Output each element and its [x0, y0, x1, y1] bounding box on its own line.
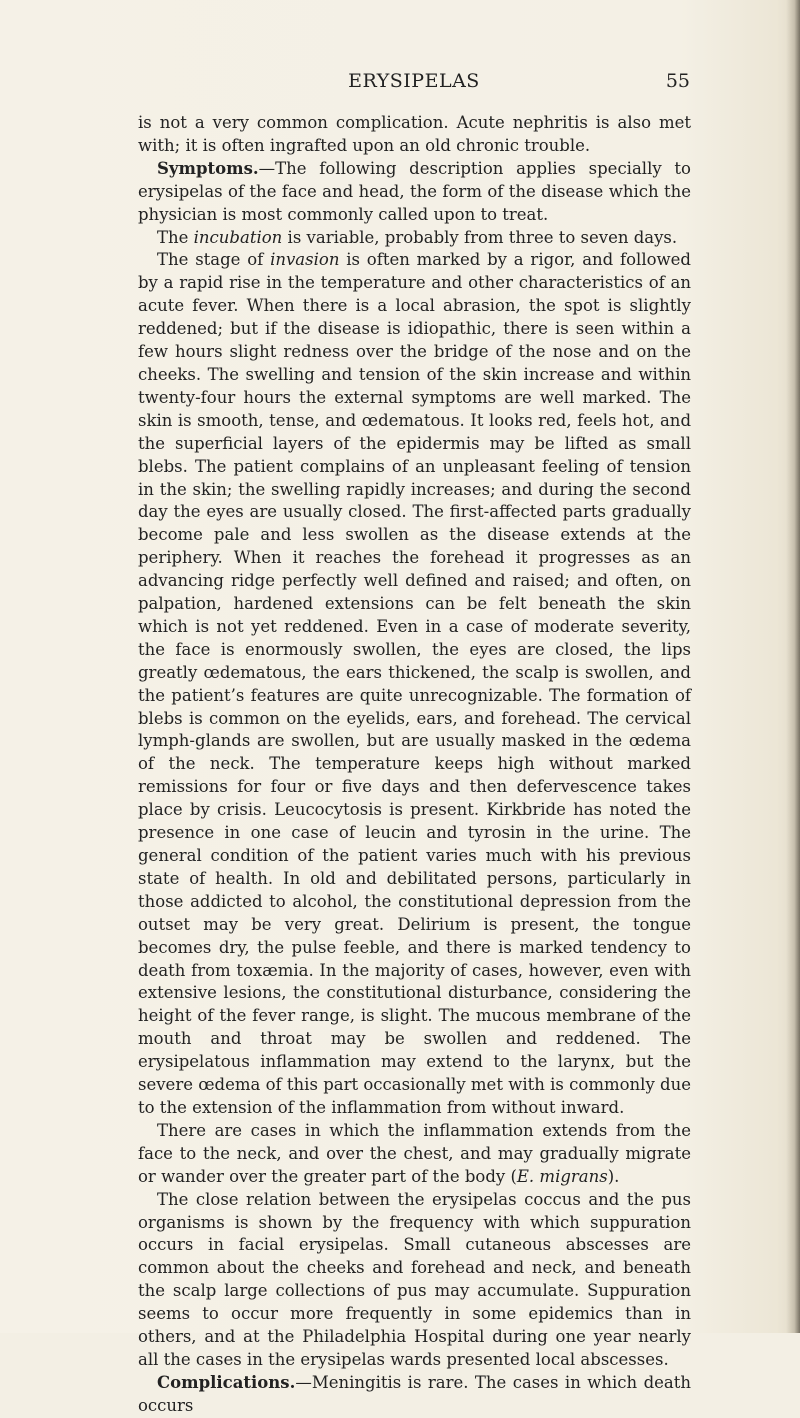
paragraph: is not a very common complication. Acute nephritis is also met with; it is often ingrafted upon an old chronic trouble.: [138, 113, 691, 155]
paragraph-text: The stage of: [157, 250, 271, 270]
paragraph-text: is variable, probably from three to seven days.: [282, 227, 678, 247]
paragraph: The close relation between the erysipelas coccus and the pus organisms is shown by the frequency with which suppuration occurs in facial erysipelas. Small cutaneous abscesses are common about the cheeks and forehead and neck, and beneath the scalp large collections of pus may accumulate. Suppuration seems to occur more frequently in some epidemics than in others, and at the Philadelphia Hospital during one year nearly all the cases in the erysipelas wards presented local abscesses.: [138, 1189, 691, 1369]
paragraph-symptoms: [138, 158, 691, 227]
paragraph-text: —Meningitis is rare. The cases in which death occurs: [138, 1372, 691, 1415]
section-heading: Complications.: [157, 1372, 296, 1392]
paragraph-text: —The following description applies specially to erysipelas of the face and head, the form of the disease which the physician is most commonly called upon to treat.: [138, 158, 691, 224]
running-title: ERYSIPELAS: [348, 70, 480, 92]
page-number: 55: [665, 70, 690, 92]
paragraph-invasion: [138, 249, 691, 1119]
paragraph-text: ).: [607, 1166, 620, 1186]
emphasis-term: E. migrans: [516, 1166, 608, 1186]
page-edge-shadow: [786, 0, 800, 1333]
body-text: [138, 112, 691, 1418]
paragraph-text: is often marked by a rigor, and followed by a rapid rise in the temperature and other characteristics of an acute fever. When there is a local abrasion, the spot is slightly reddened; but if the disease is idiopathic, there is seen within a few hours slight redness over the bridge of the nose and on the cheeks. The swelling and tension of the skin increase and within twenty-four hours the external symptoms are well marked. The skin is smooth, tense, and œdematous. It looks red, feels hot, and the superficial layers of the epidermis may be lifted as small blebs. The patient complains of an unpleasant feeling of tension in the skin; the swelling rapidly increases; and during the second day the eyes are usually closed. The first-affected parts gradually become pale and less swollen as the disease extends at the periphery. When it reaches the forehead it progresses as an advancing ridge perfectly well defined and raised; and often, on palpation, hardened extensions can be felt beneath the skin which is not yet reddened. Even in a case of moderate severity, the face is enormously swollen, the eyes are closed, the lips greatly œdematous, the ears thickened, the scalp is swollen, and the patient’s features are quite unrecognizable. The formation of blebs is common on the eyelids, ears, and forehead. The cervical lymph-glands are swollen, but are usually masked in the œdema of the neck. The temperature keeps high without marked remissions for four or five days and then defervescence takes place by crisis. Leucocytosis is present. Kirkbride has noted the presence in one case of leucin and tyrosin in the urine. The general condition of the patient varies much with his previous state of health. In old and debilitated persons, particularly in those addicted to alcohol, the constitutional depression from the outset may be very great. Delirium is present, the tongue becomes dry, the pulse feeble, and there is marked tendency to death from toxæmia. In the majority of cases, however, even with extensive lesions, the constitutional disturbance, considering the height of the fever range, is slight. The mucous membrane of the mouth and throat may be swollen and reddened. The erysipelatous inflammation may extend to the larynx, but the severe œdema of this part occasionally met with is commonly due to the extension of the inflammation from without inward.: [138, 250, 691, 1117]
paragraph-migrans: [138, 1120, 691, 1189]
paragraph-text: The: [157, 227, 194, 247]
paragraph-text: There are cases in which the inflammation extends from the face to the neck, and over the chest, and may gradually migrate or wander over the greater part of the body (: [138, 1120, 691, 1186]
paragraph-complications: [138, 1372, 691, 1418]
emphasis-term: incubation: [193, 227, 283, 247]
emphasis-term: invasion: [270, 250, 340, 270]
page-header: [138, 70, 690, 94]
paragraph-incubation: [138, 227, 691, 250]
section-heading: Symptoms.: [157, 158, 259, 178]
